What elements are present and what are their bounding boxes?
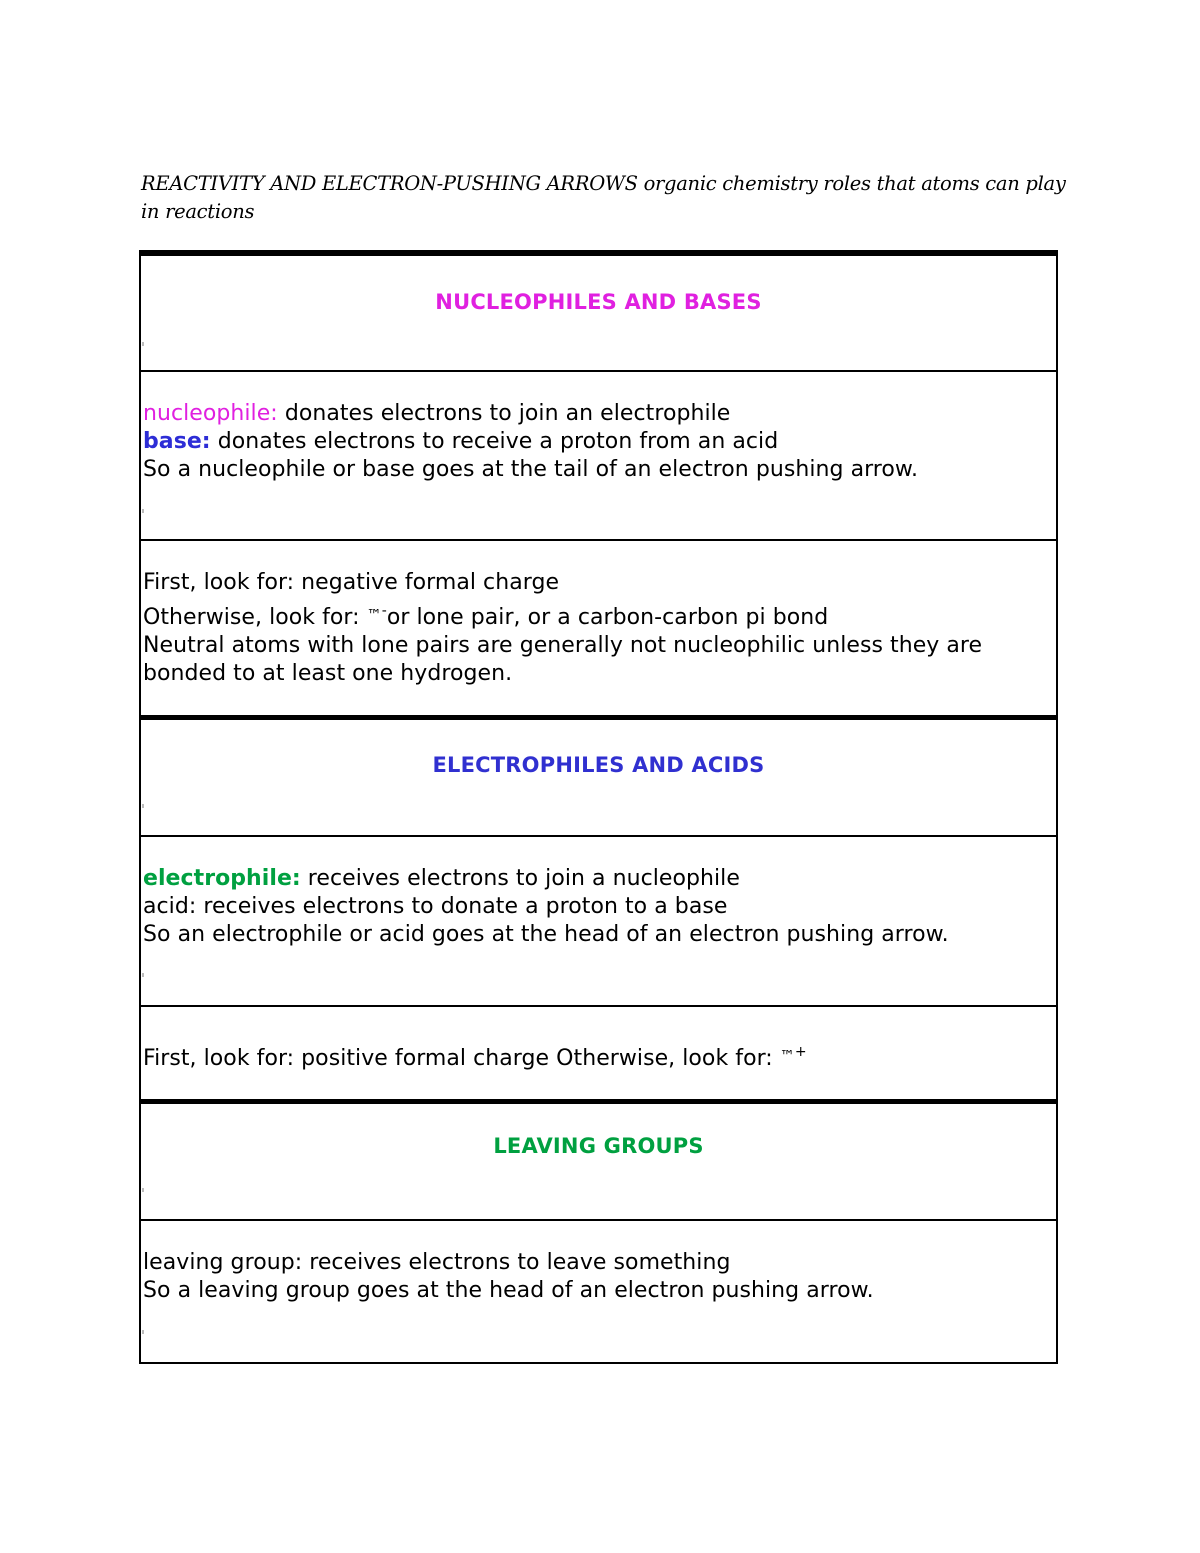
nucleophile-definition-text: donates electrons to join an electrophile: [277, 401, 731, 426]
leaving-groups-heading: LEAVING GROUPS: [493, 1134, 704, 1158]
positive-charge-sup: +: [794, 1044, 807, 1060]
cell-marker: [142, 804, 144, 808]
electrophile-summary: So an electrophile or acid goes at the head of an electron pushing arrow.: [143, 922, 949, 947]
base-definition-line: [143, 428, 1050, 456]
nucleophile-label: nucleophile:: [143, 401, 278, 426]
electrophiles-heading-cell: [141, 720, 1056, 837]
leaving-group-definition: leaving group: receives electrons to leave something: [143, 1250, 731, 1275]
acid-definition-line: acid: receives electrons to donate a proton to a base: [143, 894, 728, 919]
electrophiles-definitions: [143, 865, 1050, 949]
nucleophiles-definitions: [143, 400, 1050, 484]
electrophile-definition-text: receives electrons to join a nucleophile: [300, 866, 740, 891]
leaving-heading-cell: [141, 1104, 1056, 1221]
nucleophile-look-line-1: First, look for: negative formal charge: [143, 570, 560, 595]
nucleophile-look-line-3: Neutral atoms with lone pairs are generally not nucleophilic unless they are bonded to at least one hydrogen.: [143, 633, 983, 686]
base-label: base:: [143, 429, 211, 454]
cell-marker: [142, 973, 144, 977]
nucleophiles-heading-cell: [141, 250, 1056, 372]
look-suffix: or lone pair, or a carbon-carbon pi bond: [386, 605, 829, 630]
leaving-definitions: [143, 1249, 1050, 1305]
electrophile-look-prefix: First, look for: positive formal charge Otherwise, look for:: [143, 1046, 780, 1071]
electrophile-definition-line: [143, 865, 1050, 893]
base-definition-text: donates electrons to receive a proton from an acid: [210, 429, 779, 454]
cell-marker: [142, 1330, 144, 1334]
nucleophiles-heading: NUCLEOPHILES AND BASES: [435, 290, 762, 314]
electrophile-label: electrophile:: [143, 866, 301, 891]
electrophile-look-line: [143, 1042, 1050, 1073]
tm-symbol: ™: [366, 606, 382, 624]
nucleophile-summary: So a nucleophile or base goes at the tail of an electron pushing arrow.: [143, 457, 918, 482]
cell-marker: [142, 342, 144, 346]
document-title: REACTIVITY AND ELECTRON-PUSHING ARROWS organic chemistry roles that atoms can play in reactions: [141, 172, 1066, 223]
leaving-definition-cell: [141, 1221, 1056, 1364]
nucleophiles-lookfor-cell: [141, 541, 1056, 720]
electrophiles-heading: ELECTROPHILES AND ACIDS: [432, 753, 765, 777]
leaving-group-summary: So a leaving group goes at the head of an electron pushing arrow.: [143, 1278, 874, 1303]
tm-symbol: ™: [779, 1047, 795, 1065]
negative-charge-sup: -: [381, 603, 387, 619]
nucleophiles-lookfor: [143, 569, 1050, 688]
cell-marker: [142, 1188, 144, 1192]
electrophiles-definition-cell: [141, 837, 1056, 1007]
nucleophile-definition-line: [143, 400, 1050, 428]
cell-marker: [142, 509, 144, 513]
look-prefix: Otherwise, look for:: [143, 605, 367, 630]
electrophiles-lookfor-cell: [141, 1007, 1056, 1104]
nucleophile-look-line-2: [143, 601, 1050, 632]
reactivity-table: [139, 250, 1058, 1364]
nucleophiles-definition-cell: [141, 372, 1056, 541]
